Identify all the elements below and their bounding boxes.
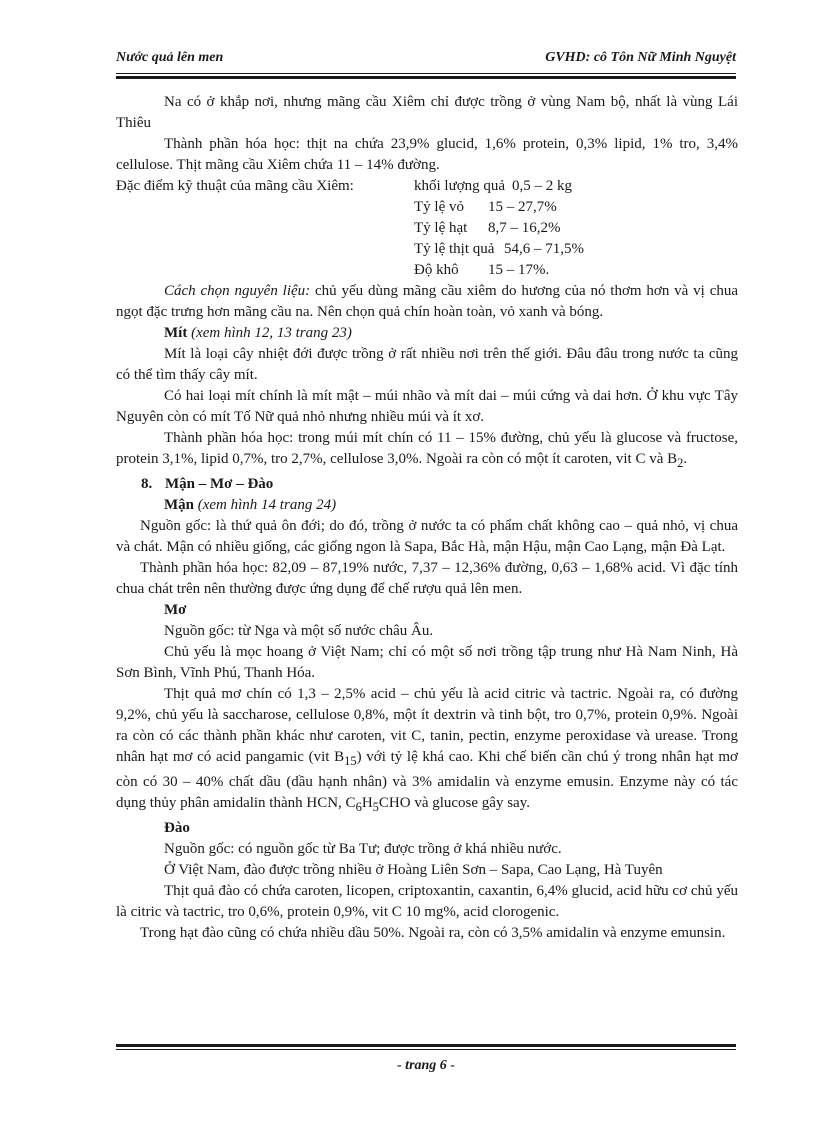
paragraph-dao-origin: Nguồn gốc: có nguồn gốc từ Ba Tư; được trồng ở khá nhiều nước. xyxy=(164,841,562,857)
mo-composition-text: Thịt quả mơ chín có 1,3 – 2,5% acid – chủ yếu là acid citric và tactric. Ngoài ra, có đường 9,2%, chủ yếu là saccharose, cellulose 0,8%, một ít dextrin và tinh bột, tro 0,7%, protein 0,9%. Ngoài ra còn có các thành phần khác như caroten, vit C, tanin, pectin, enzyme peroxidase và urease. Trong nhân hạt mơ có acid pangamic (vit B xyxy=(116,686,738,765)
spec-value: 15 – 17%. xyxy=(488,262,550,278)
spec-row xyxy=(116,260,738,281)
section-number: 8. xyxy=(141,476,153,492)
mo-composition-text-2: ) với tỷ lệ khá cao. Khi chế biến cần chú ý trong nhân hạt mơ còn có 30 – 40% chất dầu (dầu hạnh nhân) và 3% amidalin và enzyme emusin. Enzyme này có tác dụng thủy phân amidalin thành HCN, C xyxy=(116,749,738,811)
subscript: 6 xyxy=(355,800,362,814)
spec-value: 54,6 – 71,5% xyxy=(504,241,584,257)
paragraph-na-origin: Na có ở khắp nơi, nhưng mãng cầu Xiêm chỉ được trồng ở vùng Nam bộ, nhất là vùng Lái Thiêu xyxy=(116,94,738,131)
spec-row xyxy=(116,176,738,197)
spec-name: Tỷ lệ vỏ xyxy=(414,199,464,215)
mit-title: Mít xyxy=(164,325,188,341)
page-number: - trang 6 - xyxy=(397,1058,455,1073)
spec-name: Độ khô xyxy=(414,262,459,278)
paragraph-dao-composition: Thịt quả đào có chứa caroten, licopen, criptoxantin, caxantin, 6,4% glucid, acid hữu cơ chủ yếu là citric và tactric, tro 0,6%, protein 0,9%, vit C 10 mg%, acid clorogenic. xyxy=(116,883,738,920)
spec-value: 0,5 – 2 kg xyxy=(512,178,572,194)
footer-rule-thick xyxy=(116,1044,736,1047)
mo-composition-end: CHO và glucose gây say. xyxy=(378,795,530,811)
section-8-heading xyxy=(116,474,738,495)
header-advisor: GVHD: cô Tôn Nữ Minh Nguyệt xyxy=(545,50,736,65)
header-rule-thick xyxy=(116,76,736,79)
mit-figure-ref: (xem hình 12, 13 trang 23) xyxy=(187,325,352,341)
selection-text: chủ yếu dùng mãng cầu xiêm do hương của nó thơm hơn và vị chua ngọt đặc trưng hơn mãng cầu na. Nên chọn quả chín hoàn toàn, vỏ xanh và bóng. xyxy=(116,283,739,320)
paragraph-mo-origin: Nguồn gốc: từ Nga và một số nước châu Âu. xyxy=(164,623,434,639)
spec-row xyxy=(116,239,738,260)
subscript: 15 xyxy=(344,754,357,768)
selection-lead: Cách chọn nguyên liệu: xyxy=(164,283,311,299)
paragraph-na-composition: Thành phần hóa học: thịt na chứa 23,9% glucid, 1,6% protein, 0,3% lipid, 1% tro, 3,4% cellulose. Thịt mãng cầu Xiêm chứa 11 – 14% đường. xyxy=(116,136,738,173)
paragraph-man-origin: Nguồn gốc: là thứ quả ôn đới; do đó, trồng ở nước ta có phẩm chất không cao – quả nhỏ, vị chua và chát. Mận có nhiều giống, các giống ngon là Sapa, Bắc Hà, mận Hậu, mận Cao Lạng, mận Đà Lạt. xyxy=(116,518,738,555)
paragraph-mit-types: Có hai loại mít chính là mít mật – múi nhão và mít dai – múi cứng và dai hơn. Ở khu vực Tây Nguyên còn có mít Tố Nữ quả nhỏ nhưng nhiều múi và ít xơ. xyxy=(116,388,738,425)
header-title: Nước quả lên men xyxy=(116,50,224,65)
spec-label: Đặc điểm kỹ thuật của mãng cầu Xiêm: xyxy=(116,178,354,194)
man-title: Mận xyxy=(164,497,194,513)
paragraph-dao-seed: Trong hạt đào cũng có chứa nhiều dầu 50%. Ngoài ra, còn có 3,5% amidalin và enzyme emunsin. xyxy=(140,925,726,941)
section-title: Mận – Mơ – Đào xyxy=(165,476,274,492)
page-body xyxy=(116,92,738,944)
paragraph-dao-vietnam: Ở Việt Nam, đào được trồng nhiều ở Hoàng Liên Sơn – Sapa, Cao Lạng, Hà Tuyên xyxy=(164,862,663,878)
paragraph-mit-composition xyxy=(116,428,738,474)
footer-rule-thin xyxy=(116,1049,736,1050)
page-header xyxy=(116,50,736,72)
mit-composition-end: . xyxy=(683,451,688,467)
man-figure-ref: (xem hình 14 trang 24) xyxy=(194,497,337,513)
spec-value: 8,7 – 16,2% xyxy=(488,220,561,236)
spec-name: khối lượng quả xyxy=(414,178,506,194)
spec-name: Tỷ lệ thịt quả xyxy=(414,241,495,257)
paragraph-man-composition: Thành phần hóa học: 82,09 – 87,19% nước, 7,37 – 12,36% đường, 0,63 – 1,68% acid. Vì đặc tính chua chát trên nên thường được ứng dụng để chế rượu quả lên men. xyxy=(116,560,738,597)
header-rule-thin xyxy=(116,73,736,74)
spec-row xyxy=(116,197,738,218)
mit-composition-text: Thành phần hóa học: trong múi mít chín có 11 – 15% đường, chủ yếu là glucose và fructose, protein 3,1%, lipid 0,7%, tro 2,7%, cellulose 3,0%. Ngoài ra còn có một ít caroten, vit C và B xyxy=(116,430,738,467)
paragraph-selection xyxy=(116,281,738,323)
subheading-man xyxy=(116,495,738,516)
paragraph-mo-composition xyxy=(116,684,738,818)
subheading-dao: Đào xyxy=(164,820,190,836)
paragraph-mo-habitat: Chủ yếu là mọc hoang ở Việt Nam; chỉ có một số nơi trồng tập trung như Hà Nam Ninh, Hà Sơn Bình, Vĩnh Phú, Thanh Hóa. xyxy=(116,644,738,681)
formula-part: H xyxy=(361,795,373,811)
spec-name: Tỷ lệ hạt xyxy=(414,220,468,236)
subscript: 5 xyxy=(372,800,379,814)
subheading-mit xyxy=(116,323,738,344)
spec-value: 15 – 27,7% xyxy=(488,199,557,215)
subscript: 2 xyxy=(677,456,684,470)
paragraph-mit-intro: Mít là loại cây nhiệt đới được trồng ở rất nhiều nơi trên thế giới. Đâu đâu trong nước ta cũng có thể tìm thấy cây mít. xyxy=(116,346,738,383)
spec-row xyxy=(116,218,738,239)
subheading-mo: Mơ xyxy=(164,602,187,618)
